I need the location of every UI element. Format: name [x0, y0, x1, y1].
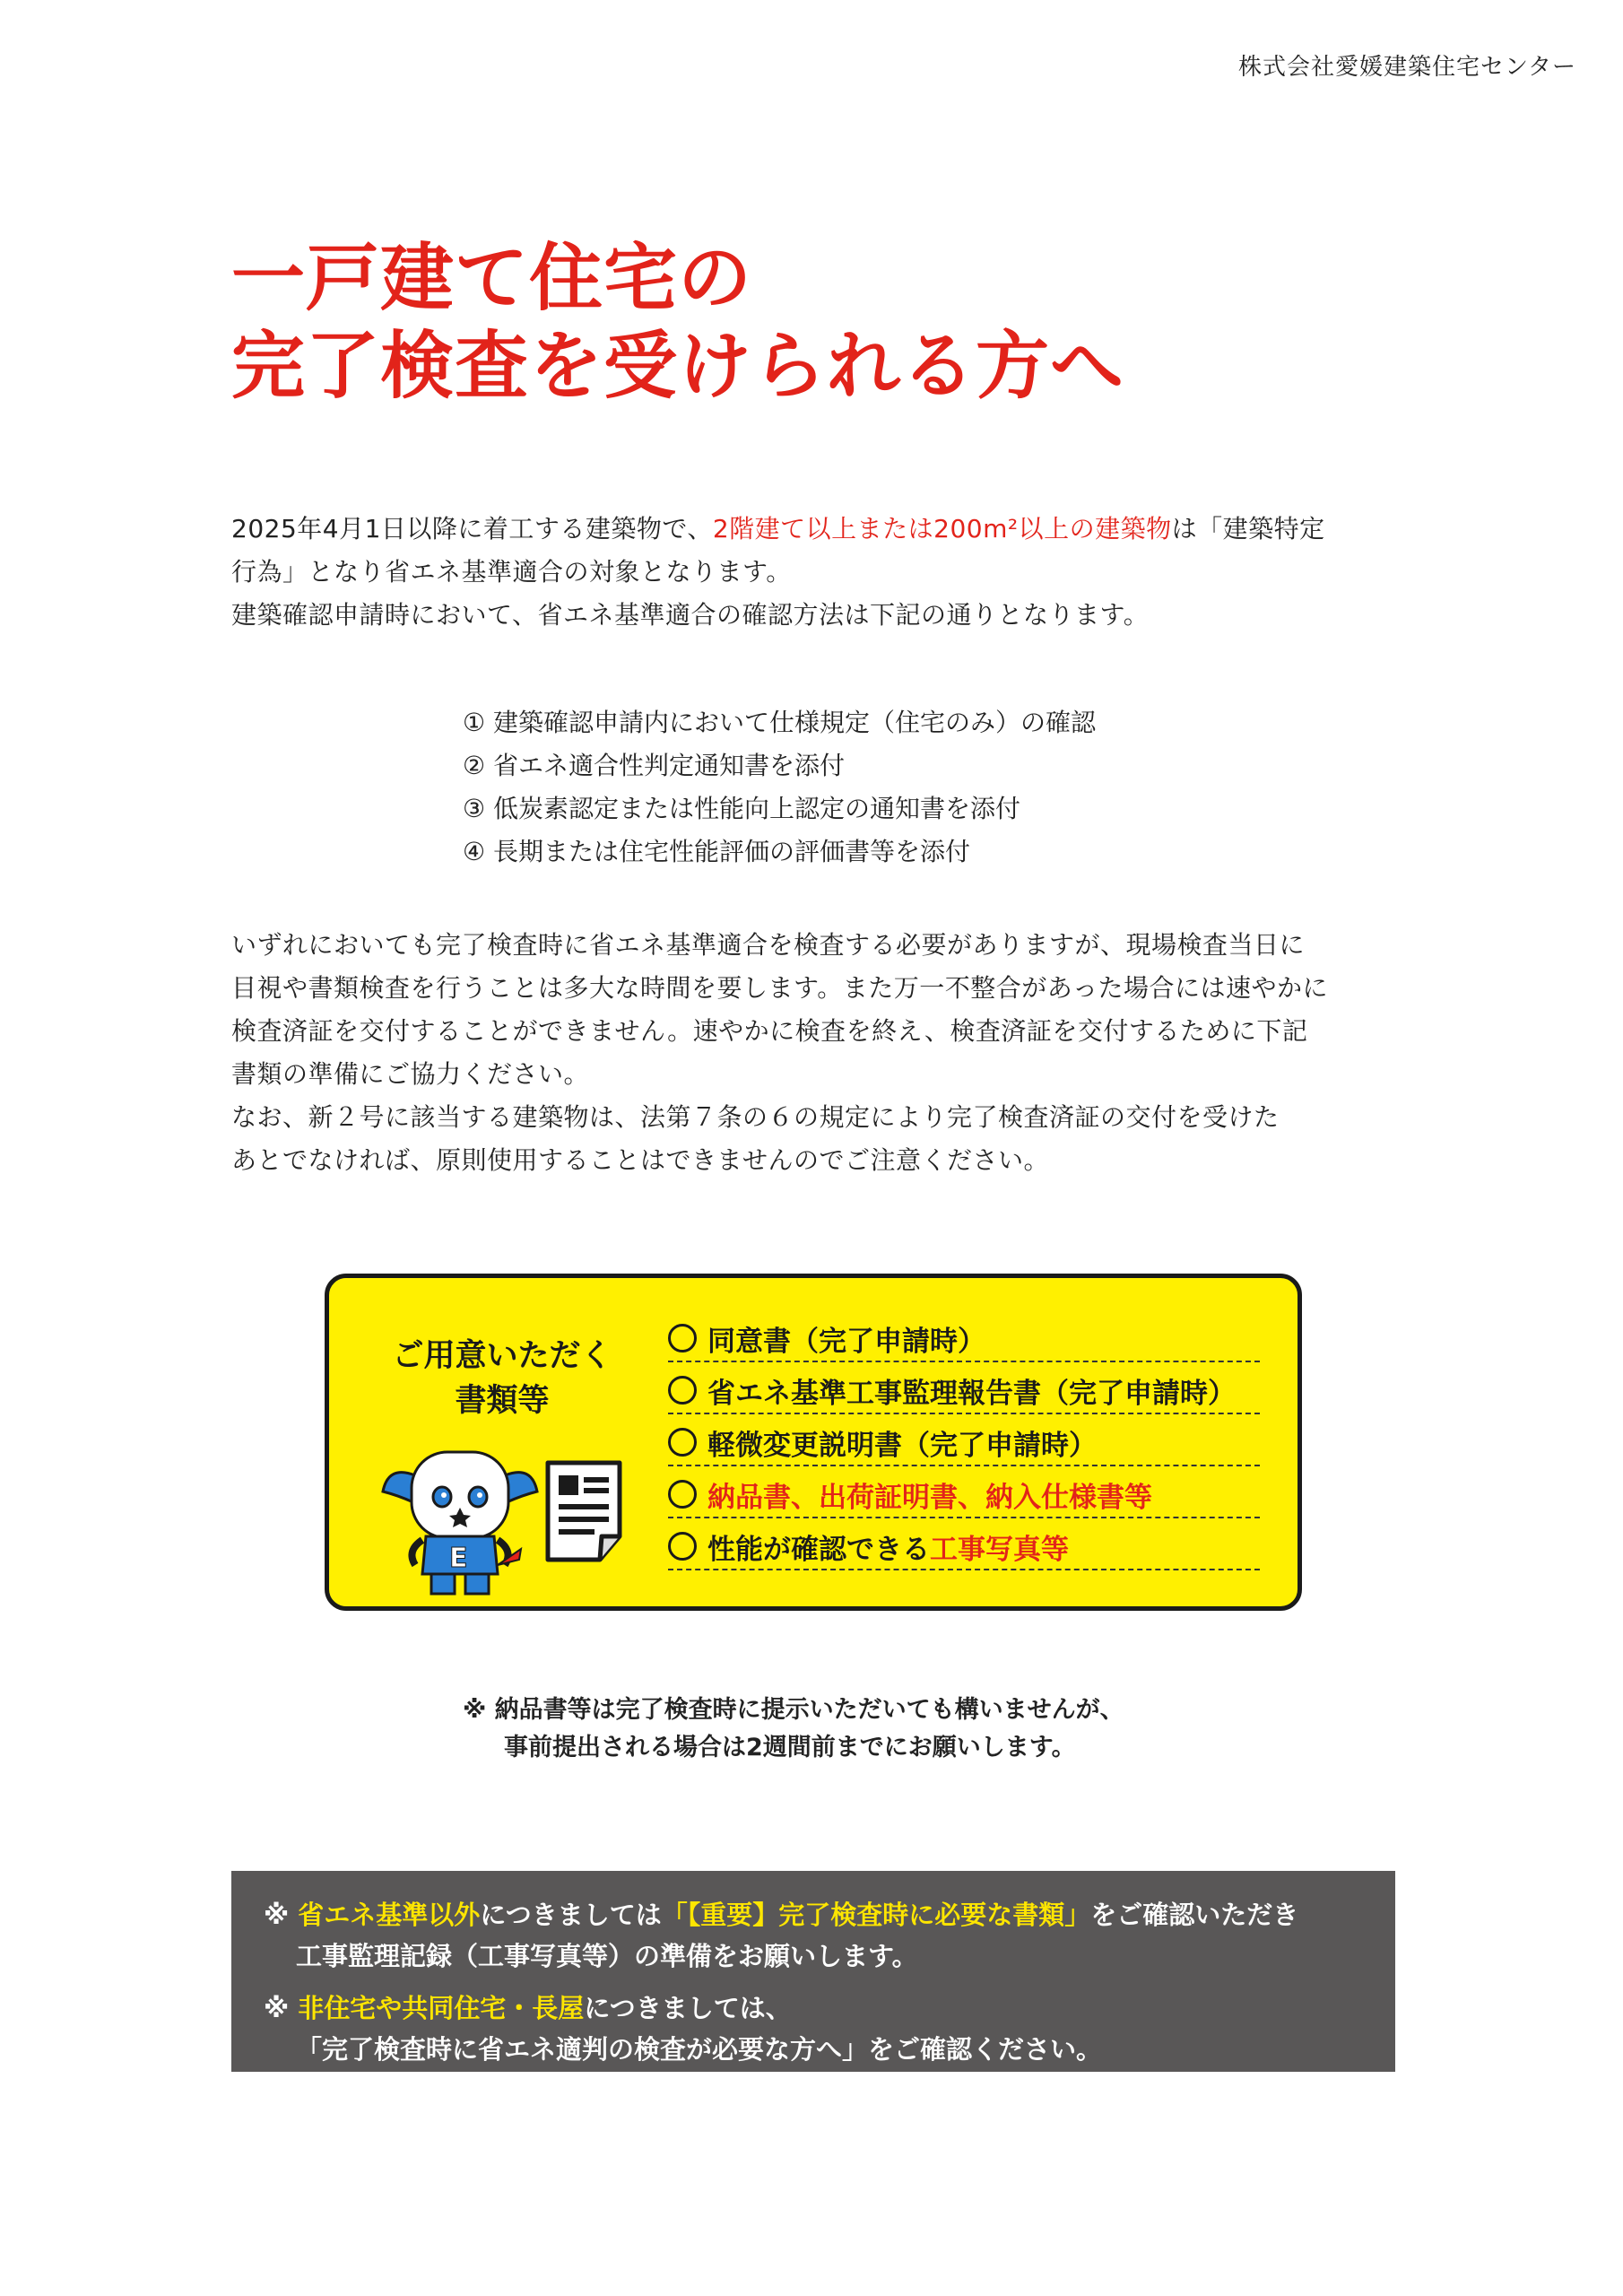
- note-line: 事前提出される場合は2週間前までにお願いします。: [504, 1734, 1076, 1761]
- body-line: あとでなければ、原則使用することはできませんのでご注意ください。: [231, 1145, 1050, 1175]
- method-item: ① 建築確認申請内において仕様規定（住宅のみ）の確認: [463, 708, 1097, 737]
- intro-text: は「建築特定: [1171, 514, 1325, 544]
- company-name: 株式会社愛媛建築住宅センター: [1238, 54, 1576, 81]
- required-documents-box: [325, 1274, 1302, 1611]
- document-item: [668, 1414, 1260, 1466]
- document-item-text: 軽微変更説明書（完了申請時）: [707, 1429, 1097, 1462]
- notice-highlight: 非住宅や共同住宅・長屋: [298, 1993, 585, 2023]
- title-line-1: 一戸建て住宅の: [231, 236, 753, 321]
- documents-heading-line: 書類等: [455, 1383, 550, 1419]
- notice-mark: ※: [264, 1900, 299, 1930]
- notice-line: 「完了検査時に省エネ適判の検査が必要な方へ」をご確認ください。: [296, 2034, 1103, 2065]
- document-icon: [542, 1457, 632, 1565]
- body-line: 検査済証を交付することができません。速やかに検査を終え、検査済証を交付するために下記: [231, 1016, 1308, 1046]
- intro-text: 2025年4月1日以降に着工する建築物で、: [231, 514, 713, 544]
- notice-highlight: 「【重要】完了検査時に必要な書類」: [661, 1900, 1091, 1930]
- notice-text: につきましては: [480, 1900, 662, 1930]
- document-item-highlight: 納品書、出荷証明書、納入仕様書等: [707, 1481, 1152, 1514]
- document-item-text: 性能が確認できる: [707, 1533, 930, 1566]
- body-line: いずれにおいても完了検査時に省エネ基準適合を検査する必要がありますが、現場検査当日に: [231, 930, 1306, 960]
- body-line: なお、新２号に該当する建築物は、法第７条の６の規定により完了検査済証の交付を受けた: [231, 1102, 1280, 1132]
- notice-text: をご確認いただき: [1090, 1900, 1299, 1930]
- notice-text: につきましては、: [584, 1993, 792, 2023]
- body-line: 書類の準備にご協力ください。: [231, 1059, 590, 1089]
- circle-bullet-icon: [668, 1324, 697, 1352]
- method-item: ④ 長期または住宅性能評価の評価書等を添付: [463, 837, 971, 866]
- documents-heading-line: ご用意いただく: [392, 1338, 612, 1374]
- documents-heading: [376, 1334, 629, 1423]
- confirmation-methods-list: [463, 701, 1096, 874]
- notice-line: [264, 1987, 1363, 2029]
- other-cases-notice: [231, 1871, 1395, 2072]
- body-paragraph: [231, 924, 1406, 1182]
- circle-bullet-icon: [668, 1480, 697, 1509]
- circle-bullet-icon: [668, 1532, 697, 1561]
- documents-list: [668, 1310, 1260, 1570]
- document-item: [668, 1518, 1260, 1570]
- body-line: 目視や書類検査を行うことは多大な時間を要します。また万一不整合があった場合には速やかに: [231, 973, 1328, 1003]
- title-line-2: 完了検査を受けられる方へ: [231, 324, 1125, 409]
- document-item-text: 同意書（完了申請時）: [707, 1325, 985, 1358]
- method-item: ③ 低炭素認定または性能向上認定の通知書を添付: [463, 794, 1021, 823]
- circle-bullet-icon: [668, 1376, 697, 1405]
- delivery-note: [463, 1692, 1124, 1767]
- intro-line-3: 建築確認申請時において、省エネ基準適合の確認方法は下記の通りとなります。: [231, 600, 1150, 630]
- intro-paragraph: [231, 508, 1406, 637]
- notice-line: 工事監理記録（工事写真等）の準備をお願いします。: [296, 1941, 918, 1971]
- intro-highlight: 2階建て以上または200m²以上の建築物: [712, 514, 1172, 544]
- svg-text:E: E: [449, 1543, 468, 1574]
- notice-mark: ※: [264, 1993, 299, 2023]
- document-item-highlight: 工事写真等: [930, 1533, 1069, 1566]
- circle-bullet-icon: [668, 1428, 697, 1457]
- intro-line-1: [231, 508, 1406, 551]
- document-item: [668, 1466, 1260, 1518]
- page-title: [231, 235, 1124, 411]
- notice-line: [264, 1894, 1363, 1935]
- notice-highlight: 省エネ基準以外: [298, 1900, 481, 1930]
- document-item: [668, 1310, 1260, 1362]
- note-line: ※ 納品書等は完了検査時に提示いただいても構いませんが、: [463, 1696, 1124, 1724]
- document-item: [668, 1362, 1260, 1414]
- intro-line-2: 行為」となり省エネ基準適合の対象となります。: [231, 557, 792, 587]
- method-item: ② 省エネ適合性判定通知書を添付: [463, 751, 846, 780]
- mascot-dog-icon: [379, 1439, 541, 1597]
- document-item-text: 省エネ基準工事監理報告書（完了申請時）: [707, 1377, 1236, 1410]
